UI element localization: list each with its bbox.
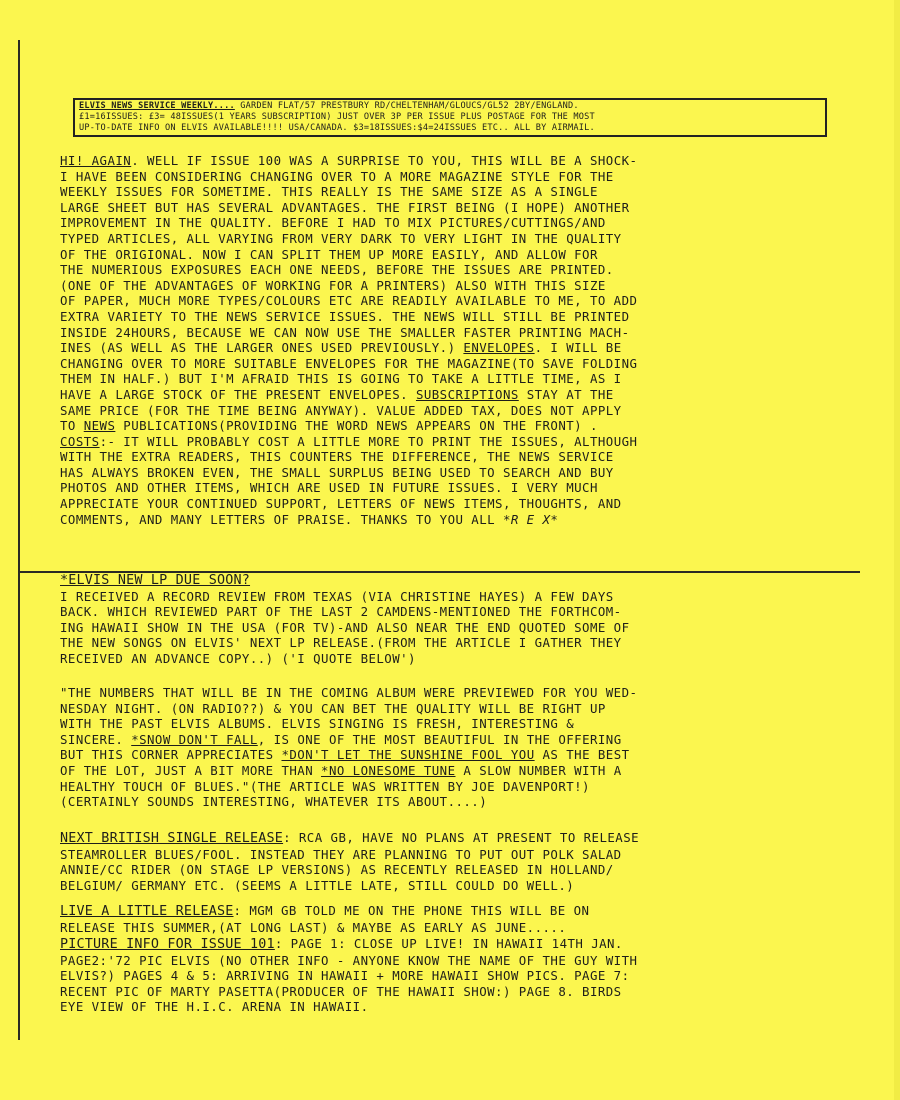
single-release-section: [60, 830, 830, 893]
intro-line: I HAVE BEEN CONSIDERING CHANGING OVER TO A MORE MAGAZINE STYLE FOR THE: [60, 168, 614, 184]
review-line: HEALTHY TOUCH OF BLUES."(THE ARTICLE WAS WRITTEN BY JOE DAVENPORT!): [60, 778, 590, 794]
intro-line: WITH THE EXTRA READERS, THIS COUNTERS THE DIFFERENCE, THE NEWS SERVICE: [60, 449, 614, 465]
lp-line: RECEIVED AN ADVANCE COPY..) ('I QUOTE BELOW'): [60, 650, 416, 666]
intro-line: PHOTOS AND OTHER ITEMS, WHICH ARE USED IN FUTURE ISSUES. I VERY MUCH: [60, 480, 598, 496]
intro-line: LARGE SHEET BUT HAS SEVERAL ADVANTAGES. THE FIRST BEING (I HOPE) ANOTHER: [60, 199, 630, 215]
greeting: HI! AGAIN: [60, 153, 132, 168]
live-text: : MGM GB TOLD ME ON THE PHONE THIS WILL BE ON: [233, 903, 590, 918]
pics-line: PAGE2:'72 PIC ELVIS (NO OTHER INFO - ANYONE KNOW THE NAME OF THE GUY WITH: [60, 952, 638, 968]
pics-line: RECENT PIC OF MARTY PASETTA(PRODUCER OF THE HAWAII SHOW:) PAGE 8. BIRDS: [60, 983, 622, 999]
song-title-lonesome: *NO LONESOME TUNE: [321, 762, 456, 778]
song-title-snow: *SNOW DON'T FALL: [131, 731, 258, 747]
review-line: NESDAY NIGHT. (ON RADIO??) & YOU CAN BET THE QUALITY WILL BE RIGHT UP: [60, 700, 606, 716]
news-label: NEWS: [83, 418, 116, 434]
intro-line: OF THE ORIGIONAL. NOW I CAN SPLIT THEM UP MORE EASILY, AND ALLOW FOR: [60, 246, 598, 262]
intro-text: TO: [60, 418, 84, 434]
masthead-address: GARDEN FLAT/57 PRESTBURY RD/CHELTENHAM/GLOUCS/GL52 2BY/ENGLAND.: [240, 101, 579, 111]
song-title-sunshine: *DON'T LET THE SUNSHINE FOOL YOU: [281, 747, 535, 763]
live-line: RELEASE THIS SUMMER,(AT LONG LAST) & MAYBE AS EARLY AS JUNE.....: [60, 919, 567, 935]
envelopes-label: ENVELOPES: [463, 340, 535, 356]
intro-text: PUBLICATIONS(PROVIDING THE WORD NEWS APPEARS ON THE FRONT) .: [115, 418, 598, 434]
intro-line: WEEKLY ISSUES FOR SOMETIME. THIS REALLY IS THE SAME SIZE AS A SINGLE: [60, 184, 598, 200]
live-heading: LIVE A LITTLE RELEASE: [60, 904, 234, 919]
page-edge: [894, 0, 900, 1100]
review-text: AS THE BEST: [534, 747, 630, 763]
review-line: (CERTAINLY SOUNDS INTERESTING, WHATEVER ITS ABOUT....): [60, 794, 488, 810]
pics-line: ELVIS?) PAGES 4 & 5: ARRIVING IN HAWAII + MORE HAWAII SHOW PICS. PAGE 7:: [60, 968, 630, 984]
intro-line: THEM IN HALF.) BUT I'M AFRAID THIS IS GOING TO TAKE A LITTLE TIME, AS I: [60, 371, 622, 387]
intro-text: . I WILL BE: [534, 340, 622, 356]
lp-line: BACK. WHICH REVIEWED PART OF THE LAST 2 CAMDENS-MENTIONED THE FORTHCOM-: [60, 604, 622, 620]
review-text: , IS ONE OF THE MOST BEAUTIFUL IN THE OFFERING: [257, 731, 622, 747]
intro-section: [60, 153, 830, 527]
intro-line: [60, 340, 830, 356]
review-line: WITH THE PAST ELVIS ALBUMS. ELVIS SINGING IS FRESH, INTERESTING &: [60, 716, 575, 732]
live-line: [60, 903, 830, 920]
masthead-line-3: UP-TO-DATE INFO ON ELVIS AVAILABLE!!!! USA/CANADA. $3=18ISSUES:$4=24ISSUES ETC.. ALL BY AIRMAIL.: [79, 123, 595, 133]
review-line: [60, 732, 830, 748]
lp-heading: *ELVIS NEW LP DUE SOON?: [60, 573, 251, 588]
review-line: [60, 763, 830, 779]
intro-line: OF PAPER, MUCH MORE TYPES/COLOURS ETC ARE READILY AVAILABLE TO ME, TO ADD: [60, 293, 638, 309]
subscriptions-label: SUBSCRIPTIONS: [415, 386, 519, 402]
review-text: A SLOW NUMBER WITH A: [455, 762, 622, 778]
review-text: SINCERE.: [60, 731, 132, 747]
masthead-title: ELVIS NEWS SERVICE WEEKLY....: [79, 101, 235, 111]
intro-line: [60, 434, 830, 450]
intro-line: [60, 512, 830, 528]
intro-line: (ONE OF THE ADVANTAGES OF WORKING FOR A PRINTERS) ALSO WITH THIS SIZE: [60, 277, 606, 293]
single-line: [60, 830, 830, 847]
intro-text: COMMENTS, AND MANY LETTERS OF PRAISE. THANKS TO YOU ALL: [60, 511, 503, 527]
signature: *R E X*: [502, 511, 559, 527]
intro-line: HAS ALWAYS BROKEN EVEN, THE SMALL SURPLUS BEING USED TO SEARCH AND BUY: [60, 464, 614, 480]
review-line: [60, 747, 830, 763]
intro-line: INSIDE 24HOURS, BECAUSE WE CAN NOW USE THE SMALLER FASTER PRINTING MACH-: [60, 324, 630, 340]
intro-line: [60, 418, 830, 434]
lp-line: I RECEIVED A RECORD REVIEW FROM TEXAS (VIA CHRISTINE HAYES) A FEW DAYS: [60, 588, 614, 604]
masthead-line-1: [79, 101, 821, 112]
pics-heading: PICTURE INFO FOR ISSUE 101: [60, 937, 275, 952]
intro-line: [60, 387, 830, 403]
intro-line: APPRECIATE YOUR CONTINUED SUPPORT, LETTERS OF NEWS ITEMS, THOUGHTS, AND: [60, 496, 622, 512]
single-text: : RCA GB, HAVE NO PLANS AT PRESENT TO RELEASE: [283, 830, 640, 845]
lp-line: THE NEW SONGS ON ELVIS' NEXT LP RELEASE.(FROM THE ARTICLE I GATHER THEY: [60, 635, 622, 651]
intro-text: HAVE A LARGE STOCK OF THE PRESENT ENVELOPES.: [60, 386, 416, 402]
intro-text: INES (AS WELL AS THE LARGER ONES USED PREVIOUSLY.): [60, 340, 464, 356]
intro-line: IMPROVEMENT IN THE QUALITY. BEFORE I HAD TO MIX PICTURES/CUTTINGS/AND: [60, 215, 606, 231]
intro-text: STAY AT THE: [518, 386, 614, 402]
intro-line: SAME PRICE (FOR THE TIME BEING ANYWAY). VALUE ADDED TAX, DOES NOT APPLY: [60, 402, 622, 418]
pics-line: [60, 936, 830, 953]
picture-info-section: [60, 936, 830, 1015]
masthead-line-2: £1=16ISSUES: £3= 48ISSUES(1 YEARS SUBSCRIPTION) JUST OVER 3P PER ISSUE PLUS POSTAGE FOR THE MOST: [79, 112, 595, 122]
intro-line: CHANGING OVER TO MORE SUITABLE ENVELOPES FOR THE MAGAZINE(TO SAVE FOLDING: [60, 355, 638, 371]
single-line: ANNIE/CC RIDER (ON STAGE LP VERSIONS) AS RECENTLY RELEASED IN HOLLAND/: [60, 862, 614, 878]
review-text: BUT THIS CORNER APPRECIATES: [60, 747, 282, 763]
review-line: "THE NUMBERS THAT WILL BE IN THE COMING ALBUM WERE PREVIEWED FOR YOU WED-: [60, 685, 638, 700]
intro-line: TYPED ARTICLES, ALL VARYING FROM VERY DARK TO VERY LIGHT IN THE QUALITY: [60, 230, 622, 246]
review-text: OF THE LOT, JUST A BIT MORE THAN: [60, 762, 322, 778]
intro-line: [60, 153, 830, 169]
intro-line: THE NUMERIOUS EXPOSURES EACH ONE NEEDS, BEFORE THE ISSUES ARE PRINTED.: [60, 262, 614, 278]
lp-section: [60, 573, 830, 667]
intro-line: EXTRA VARIETY TO THE NEWS SERVICE ISSUES. THE NEWS WILL STILL BE PRINTED: [60, 308, 630, 324]
costs-label: COSTS: [60, 433, 100, 449]
single-heading: NEXT BRITISH SINGLE RELEASE: [60, 831, 284, 846]
single-line: BELGIUM/ GERMANY ETC. (SEEMS A LITTLE LATE, STILL COULD DO WELL.): [60, 877, 575, 893]
pics-text: : PAGE 1: CLOSE UP LIVE! IN HAWAII 14TH JAN.: [274, 936, 623, 951]
margin-rule: [18, 40, 20, 1040]
lp-line: ING HAWAII SHOW IN THE USA (FOR TV)-AND ALSO NEAR THE END QUOTED SOME OF: [60, 619, 630, 635]
pics-line: EYE VIEW OF THE H.I.C. ARENA IN HAWAII.: [60, 999, 369, 1015]
intro-text: :- IT WILL PROBABLY COST A LITTLE MORE TO PRINT THE ISSUES, ALTHOUGH: [99, 433, 638, 449]
intro-text: . WELL IF ISSUE 100 WAS A SURPRISE TO YOU, THIS WILL BE A SHOCK-: [131, 153, 638, 168]
single-line: STEAMROLLER BLUES/FOOL. INSTEAD THEY ARE PLANNING TO PUT OUT POLK SALAD: [60, 846, 622, 862]
masthead-box: [73, 98, 827, 137]
review-quote-section: [60, 685, 830, 810]
live-a-little-section: [60, 903, 830, 935]
